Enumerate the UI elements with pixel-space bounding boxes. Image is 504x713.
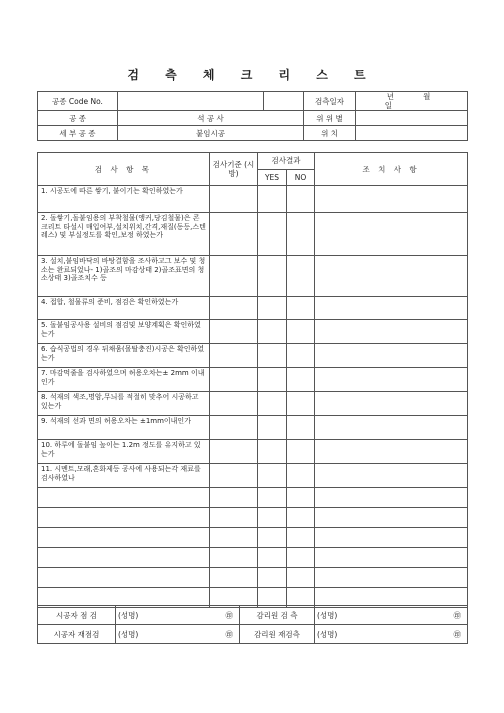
detail-label: 세 부 공 종 <box>38 126 118 141</box>
check-item: 8. 석재의 색조,명암,무늬를 적절히 맞추어 시공하고 있는가 <box>38 392 210 416</box>
blank-item[interactable] <box>38 488 210 508</box>
no-cell[interactable] <box>287 368 315 392</box>
check-item: 3. 설치,붙임바닥의 바탕결함을 조사하고그 보수 및 청소는 완료되었나- 1)골조의 마감상태 2)골조표면의 청소상태 3)골조치수 등 <box>38 256 210 297</box>
table-row <box>38 320 468 344</box>
supervisor-check-label: 감리원 검 측 <box>240 606 315 625</box>
no-cell[interactable] <box>287 440 315 464</box>
action-cell[interactable] <box>315 508 468 528</box>
standard-cell[interactable] <box>210 368 258 392</box>
info-row-code <box>38 92 468 111</box>
yes-cell[interactable] <box>258 548 287 568</box>
no-cell[interactable] <box>287 344 315 368</box>
no-cell[interactable] <box>287 508 315 528</box>
action-cell[interactable] <box>315 416 468 440</box>
info-table <box>37 91 468 141</box>
code-label: 공종 Code No. <box>38 92 118 111</box>
signature-table <box>37 605 468 644</box>
check-item: 1. 시공도에 따른 쌓기, 붙이기는 확인하였는가 <box>38 186 210 213</box>
contractor-recheck-label: 시공자 재점검 <box>38 625 116 644</box>
table-row <box>38 440 468 464</box>
name-label: (성명) <box>317 629 338 639</box>
table-row <box>38 297 468 320</box>
yes-cell[interactable] <box>258 508 287 528</box>
seal-icon: ㊞ <box>453 610 461 620</box>
standard-cell[interactable] <box>210 320 258 344</box>
blank-item[interactable] <box>38 548 210 568</box>
yes-cell[interactable] <box>258 568 287 588</box>
signature-row <box>38 606 468 625</box>
no-cell[interactable] <box>287 568 315 588</box>
blank-row <box>38 528 468 548</box>
date-label: 검측일자 <box>304 92 356 111</box>
table-row <box>38 344 468 368</box>
standard-cell[interactable] <box>210 344 258 368</box>
check-item: 10. 하루에 돌붙임 높이는 1.2m 정도를 유지하고 있는가 <box>38 440 210 464</box>
yes-cell[interactable] <box>258 320 287 344</box>
action-cell[interactable] <box>315 344 468 368</box>
action-cell[interactable] <box>315 213 468 256</box>
standard-cell[interactable] <box>210 440 258 464</box>
blank-row <box>38 488 468 508</box>
blank-item[interactable] <box>38 568 210 588</box>
check-item: 4. 접합, 철물류의 준비, 점검은 확인하였는가 <box>38 297 210 320</box>
action-cell[interactable] <box>315 568 468 588</box>
contractor-recheck-sign[interactable] <box>116 625 240 644</box>
no-cell[interactable] <box>287 392 315 416</box>
table-row <box>38 186 468 213</box>
check-item: 6. 습식공법의 경우 뒤채움(몰탈충진)시공은 확인하였는가 <box>38 344 210 368</box>
no-cell[interactable] <box>287 320 315 344</box>
supervisor-recheck-sign[interactable] <box>315 625 468 644</box>
position-value[interactable] <box>356 126 468 141</box>
supervisor-check-sign[interactable] <box>315 606 468 625</box>
code-value[interactable] <box>118 92 264 111</box>
check-item: 7. 마감먹줄을 검사하였으며 허용오차는± 2mm 이내인가 <box>38 368 210 392</box>
no-cell[interactable] <box>287 186 315 213</box>
date-day: 일 <box>384 101 392 110</box>
table-row <box>38 392 468 416</box>
check-item: 9. 석재의 선과 면의 허용오차는 ±1mm이내인가 <box>38 416 210 440</box>
header-result: 검사결과 <box>258 153 315 170</box>
yes-cell[interactable] <box>258 344 287 368</box>
supervisor-recheck-label: 감리원 재검측 <box>240 625 315 644</box>
info-row-work <box>38 111 468 126</box>
action-cell[interactable] <box>315 488 468 508</box>
action-cell[interactable] <box>315 528 468 548</box>
blank-row <box>38 568 468 588</box>
action-cell[interactable] <box>315 464 468 488</box>
contractor-check-label: 시공자 점 검 <box>38 606 116 625</box>
date-value[interactable] <box>356 92 468 111</box>
check-item: 2. 돌쌓기,돌붙임용의 부착철물(앵커,당김철물)은 콘크리트 타설시 매입여부,설치위치,간격,재질(동등,스텐레스) 및 부실정도를 확인,보정 하였는가 <box>38 213 210 256</box>
table-row <box>38 213 468 256</box>
signature-row <box>38 625 468 644</box>
seal-icon: ㊞ <box>453 629 461 639</box>
work-label: 공 종 <box>38 111 118 126</box>
action-cell[interactable] <box>315 440 468 464</box>
blank-row <box>38 508 468 528</box>
contractor-check-sign[interactable] <box>116 606 240 625</box>
no-cell[interactable] <box>287 213 315 256</box>
name-label: (성명) <box>118 629 139 639</box>
standard-cell[interactable] <box>210 568 258 588</box>
action-cell[interactable] <box>315 186 468 213</box>
yes-cell[interactable] <box>258 297 287 320</box>
name-label: (성명) <box>317 610 338 620</box>
yes-cell[interactable] <box>258 256 287 297</box>
no-cell[interactable] <box>287 256 315 297</box>
no-cell[interactable] <box>287 297 315 320</box>
date-month: 월 <box>423 92 431 101</box>
header-item: 검 사 항 목 <box>38 153 210 186</box>
standard-cell[interactable] <box>210 488 258 508</box>
yes-cell[interactable] <box>258 528 287 548</box>
table-row <box>38 256 468 297</box>
location-value[interactable] <box>356 111 468 126</box>
no-cell[interactable] <box>287 464 315 488</box>
action-cell[interactable] <box>315 548 468 568</box>
work-value[interactable]: 석 공 사 <box>118 111 304 126</box>
checklist-table <box>37 152 468 608</box>
name-label: (성명) <box>118 610 139 620</box>
header-action: 조 치 사 항 <box>315 153 468 186</box>
seal-icon: ㊞ <box>225 629 233 639</box>
check-item: 5. 돌붙임공사용 설비의 점검및 보양계획은 확인하였는가 <box>38 320 210 344</box>
no-cell[interactable] <box>287 488 315 508</box>
action-cell[interactable] <box>315 256 468 297</box>
yes-cell[interactable] <box>258 213 287 256</box>
action-cell[interactable] <box>315 297 468 320</box>
blank-item[interactable] <box>38 528 210 548</box>
blank-row <box>38 548 468 568</box>
action-cell[interactable] <box>315 368 468 392</box>
header-yes: YES <box>258 169 287 186</box>
no-cell[interactable] <box>287 416 315 440</box>
yes-cell[interactable] <box>258 392 287 416</box>
check-item: 11. 시멘트,모래,혼화제등 공사에 사용되는각 재료를 검사하였나 <box>38 464 210 488</box>
header-no: NO <box>287 169 315 186</box>
standard-cell[interactable] <box>210 297 258 320</box>
standard-cell[interactable] <box>210 548 258 568</box>
checklist-header <box>38 153 468 170</box>
yes-cell[interactable] <box>258 488 287 508</box>
standard-cell[interactable] <box>210 392 258 416</box>
detail-value[interactable]: 붙임시공 <box>118 126 304 141</box>
standard-cell[interactable] <box>210 256 258 297</box>
standard-cell[interactable] <box>210 464 258 488</box>
spacer <box>264 92 304 111</box>
standard-cell[interactable] <box>210 186 258 213</box>
date-year: 년 <box>386 92 394 101</box>
page-title: 검 측 체 크 리 스 트 <box>127 68 377 82</box>
header-standard: 검사기준 (시방) <box>210 153 258 186</box>
yes-cell[interactable] <box>258 464 287 488</box>
table-row <box>38 416 468 440</box>
action-cell[interactable] <box>315 320 468 344</box>
yes-cell[interactable] <box>258 186 287 213</box>
yes-cell[interactable] <box>258 416 287 440</box>
standard-cell[interactable] <box>210 213 258 256</box>
no-cell[interactable] <box>287 528 315 548</box>
standard-cell[interactable] <box>210 508 258 528</box>
location-label: 위 위 별 <box>304 111 356 126</box>
yes-cell[interactable] <box>258 440 287 464</box>
no-cell[interactable] <box>287 548 315 568</box>
standard-cell[interactable] <box>210 528 258 548</box>
blank-item[interactable] <box>38 508 210 528</box>
seal-icon: ㊞ <box>225 610 233 620</box>
position-label: 위 치 <box>304 126 356 141</box>
yes-cell[interactable] <box>258 368 287 392</box>
action-cell[interactable] <box>315 392 468 416</box>
table-row <box>38 368 468 392</box>
info-row-detail <box>38 126 468 141</box>
standard-cell[interactable] <box>210 416 258 440</box>
table-row <box>38 464 468 488</box>
